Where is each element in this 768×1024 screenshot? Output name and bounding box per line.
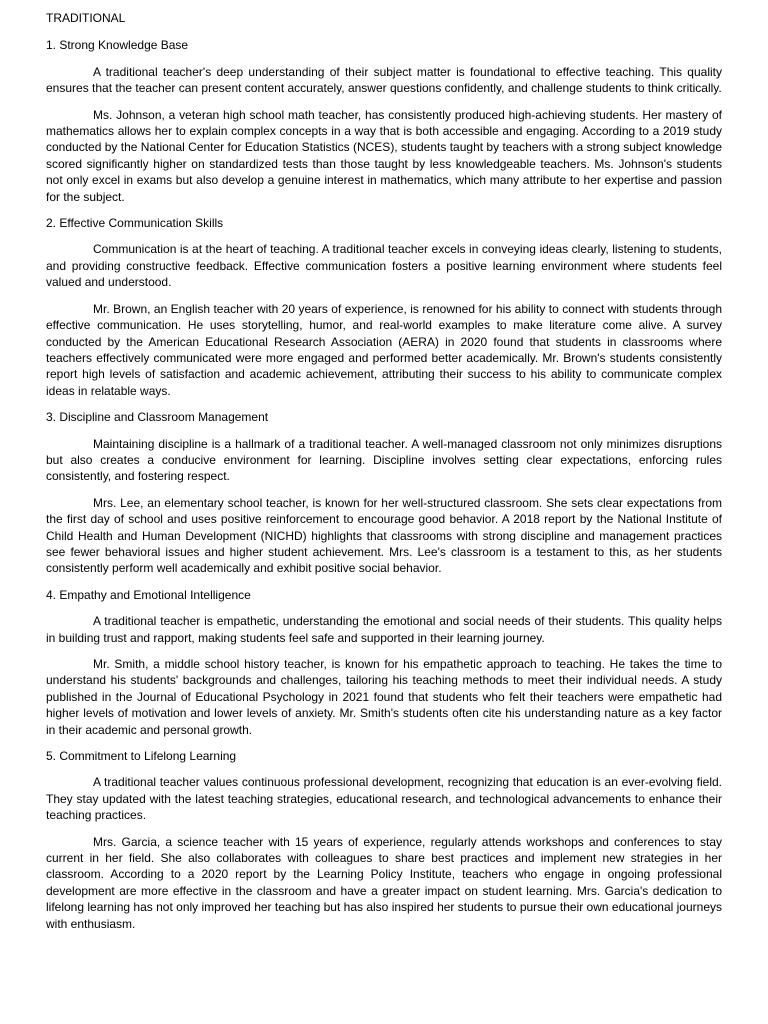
section-3-paragraph-2: Mrs. Lee, an elementary school teacher, is known for her well-structured classroom. She sets clear expectations from the first day of school and uses positive reinforcement to encourage good behavior. A 2018 report by the National Institute of Child Health and Human Development (NICHD) highlights that classrooms with strong discipline and management practices see fewer behavioral issues and higher student achievement. Mrs. Lee's classroom is a testament to this, as her students consistently perform well academically and exhibit positive social behavior. <box>46 495 722 576</box>
section-5-paragraph-1: A traditional teacher values continuous professional development, recognizing that education is an ever-evolving field. They stay updated with the latest teaching strategies, educational research, and technological advancements to enhance their teaching practices. <box>46 775 722 823</box>
section-3-paragraph-1: Maintaining discipline is a hallmark of a traditional teacher. A well-managed classroom not only minimizes disruptions but also creates a conducive environment for learning. Discipline involves setting clear expectations, enforcing rules consistently, and fostering respect. <box>46 436 722 484</box>
section-2-paragraph-1: Communication is at the heart of teaching. A traditional teacher excels in conveying ideas clearly, listening to students, and providing constructive feedback. Effective communication fosters a positive learning environment where students feel valued and understood. <box>46 242 722 290</box>
section-5-paragraph-2: Mrs. Garcia, a science teacher with 15 years of experience, regularly attends workshops and conferences to stay current in her field. She also collaborates with colleagues to share best practices and implement new strategies in her classroom. According to a 2020 report by the Learning Policy Institute, teachers who engage in ongoing professional development are more effective in the classroom and have a greater impact on student learning. Mrs. Garcia's dedication to lifelong learning has not only improved her teaching but has also inspired her students to pursue their own educational journeys with enthusiasm. <box>46 834 722 931</box>
section-heading-1: 1. Strong Knowledge Base <box>46 38 189 53</box>
section-4-paragraph-2: Mr. Smith, a middle school history teacher, is known for his empathetic approach to teaching. He takes the time to understand his students' backgrounds and challenges, tailoring his teaching methods to meet their individual needs. A study published in the Journal of Educational Psychology in 2021 found that students who felt their teachers were empathetic had higher levels of motivation and lower levels of anxiety. Mr. Smith's students often cite his understanding nature as a key factor in their academic and personal growth. <box>46 657 722 737</box>
document-page <box>46 10 722 942</box>
section-heading-3: 3. Discipline and Classroom Management <box>46 410 269 425</box>
section-2-paragraph-2: Mr. Brown, an English teacher with 20 years of experience, is renowned for his ability to connect with students through effective communication. He uses storytelling, humor, and real-world examples to make literature come alive. A survey conducted by the American Educational Research Association (AERA) in 2020 found that students in classrooms where teachers effectively communicated were more engaged and performed better academically. Mr. Brown's students consistently report high levels of satisfaction and academic achievement, attributing their success to his ability to communicate complex ideas in relatable ways. <box>46 301 722 398</box>
section-1-paragraph-1: A traditional teacher's deep understanding of their subject matter is foundational to effective teaching. This quality ensures that the teacher can present content accurately, answer questions confidently, and challenge students to think critically. <box>46 64 722 96</box>
section-heading-5: 5. Commitment to Lifelong Learning <box>46 749 237 764</box>
section-heading-4: 4. Empathy and Emotional Intelligence <box>46 587 251 602</box>
section-1-paragraph-2: Ms. Johnson, a veteran high school math teacher, has consistently produced high-achieving students. Her mastery of mathematics allows her to explain complex concepts in a way that is both accessible and engaging. According to a 2019 study conducted by the National Center for Education Statistics (NCES), students taught by teachers with a strong subject knowledge scored significantly higher on standardized tests than those taught by less knowledgeable teachers. Ms. Johnson's students not only excel in exams but also develop a genuine interest in mathematics, which many attribute to her expertise and passion for the subject. <box>46 107 722 204</box>
section-heading-2: 2. Effective Communication Skills <box>46 216 224 231</box>
document-title: TRADITIONAL <box>46 11 126 25</box>
section-4-paragraph-1: A traditional teacher is empathetic, understanding the emotional and social needs of their students. This quality helps in building trust and rapport, making students feel safe and supported in their learning journey. <box>46 614 722 645</box>
